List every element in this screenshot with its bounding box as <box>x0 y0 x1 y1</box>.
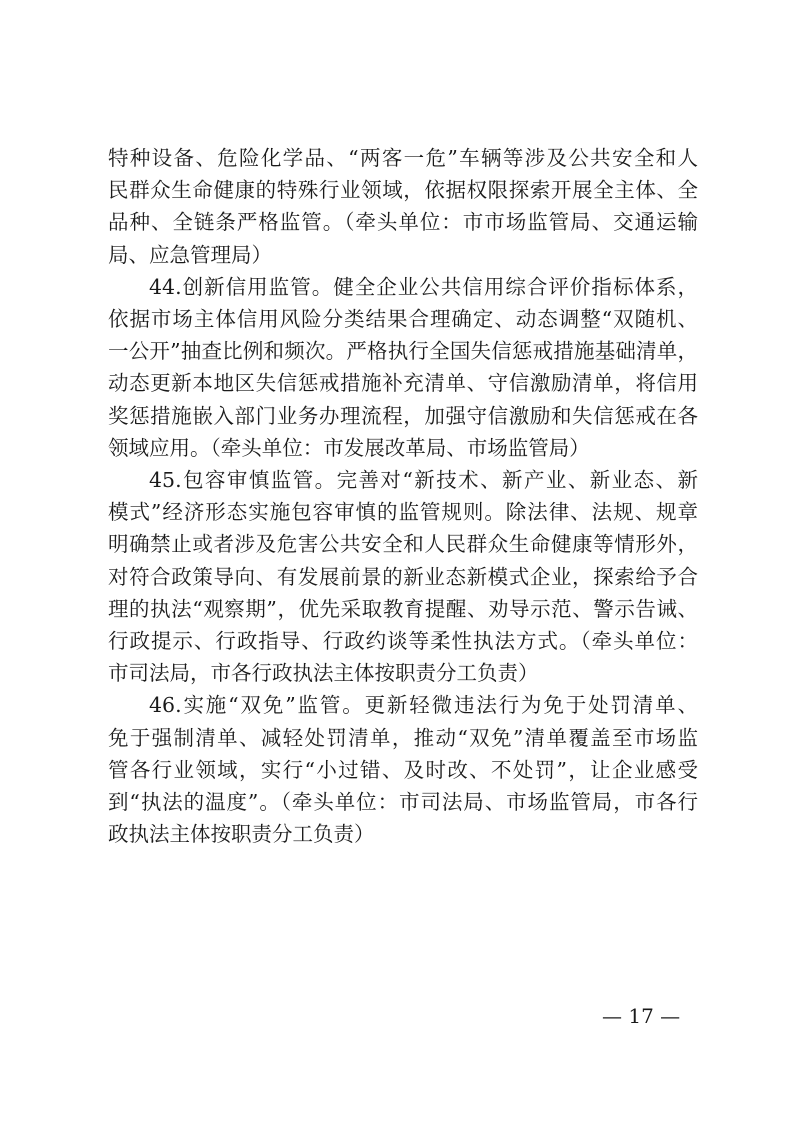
paragraph-45-inclusive-supervision <box>108 464 698 689</box>
paragraph-46-dual-exemption <box>108 689 698 850</box>
text-line: 动态更新本地区失信惩戒措施补充清单、守信激励清单，将信用 <box>108 371 698 396</box>
text-line: 市司法局，市各行政执法主体按职责分工负责） <box>108 661 539 686</box>
text-line: 特种设备、危险化学品、“两客一危”车辆等涉及公共安全和人 <box>108 146 698 170</box>
text-line: 奖惩措施嵌入部门业务办理流程，加强守信激励和失信惩戒在各 <box>108 403 698 428</box>
text-line: 44.创新信用监管。健全企业公共信用综合评价指标体系， <box>149 274 698 299</box>
paragraph-44-credit-supervision <box>108 271 698 464</box>
page-number-text: — 17 — <box>602 1004 681 1028</box>
text-line: 对符合政策导向、有发展前景的新业态新模式企业，探索给予合 <box>108 564 698 589</box>
document-body <box>108 142 698 850</box>
paragraph-continued <box>108 142 698 271</box>
text-line: 政执法主体按职责分工负责） <box>108 822 375 847</box>
text-line: 到“执法的温度”。（牵头单位：市司法局、市场监管局，市各行 <box>108 790 698 815</box>
text-line: 行政提示、行政指导、行政约谈等柔性执法方式。（牵头单位： <box>108 629 698 654</box>
text-line: 一公开”抽查比例和频次。严格执行全国失信惩戒措施基础清单， <box>108 339 698 364</box>
text-line: 管各行业领域，实行“小过错、及时改、不处罚”，让企业感受 <box>108 757 698 782</box>
text-line: 领域应用。（牵头单位：市发展改革局、市场监管局） <box>108 435 590 460</box>
text-line: 依据市场主体信用风险分类结果合理确定、动态调整“双随机、 <box>108 307 698 332</box>
text-line: 免于强制清单、减轻处罚清单，推动“双免”清单覆盖至市场监 <box>108 725 698 750</box>
text-line: 品种、全链条严格监管。（牵头单位：市市场监管局、交通运输 <box>108 210 698 235</box>
text-line: 46.实施“双免”监管。更新轻微违法行为免于处罚清单、 <box>149 693 698 718</box>
text-line: 45.包容审慎监管。完善对“新技术、新产业、新业态、新 <box>149 468 698 493</box>
text-line: 明确禁止或者涉及危害公共安全和人民群众生命健康等情形外， <box>108 532 698 557</box>
text-line: 民群众生命健康的特殊行业领域，依据权限探索开展全主体、全 <box>108 178 698 203</box>
text-line: 局、应急管理局） <box>108 242 272 267</box>
text-line: 模式”经济形态实施包容审慎的监管规则。除法律、法规、规章 <box>108 500 698 525</box>
text-line: 理的执法“观察期”，优先采取教育提醒、劝导示范、警示告诫、 <box>108 596 698 621</box>
